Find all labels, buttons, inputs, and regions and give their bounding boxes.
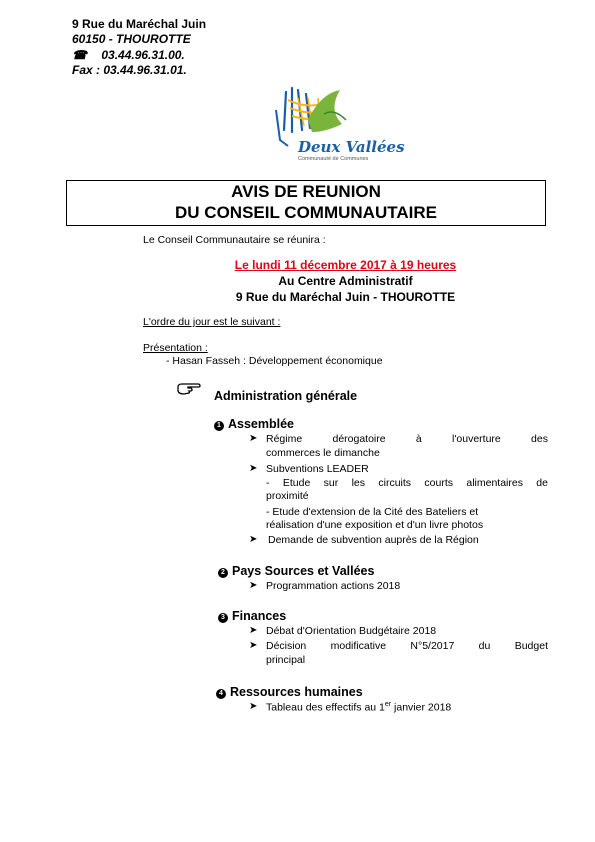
title-line-2: DU CONSEIL COMMUNAUTAIRE (175, 203, 437, 222)
title-box (66, 180, 546, 226)
agenda-item: Subventions LEADER (266, 463, 369, 475)
section-rh (216, 685, 363, 699)
arrow-bullet-icon: ➤ (249, 580, 258, 591)
phone-icon: ☎ (72, 48, 87, 62)
presentation-label: Présentation : (143, 342, 208, 354)
section-assemblee (214, 417, 294, 431)
section-title: Assemblée (228, 417, 295, 431)
meeting-address: 9 Rue du Maréchal Juin - THOUROTTE (235, 290, 456, 304)
pointing-hand-icon (176, 382, 202, 401)
section-finances (218, 609, 286, 623)
section-title: Pays Sources et Vallées (232, 564, 375, 578)
address-line: 9 Rue du Maréchal Juin (72, 17, 207, 31)
section-pays (218, 564, 374, 578)
intro-text: Le Conseil Communautaire se réunira : (143, 234, 326, 246)
agenda-subitem: - Etude sur les circuits courts alimentaires de (266, 477, 548, 489)
arrow-bullet-icon: ➤ (249, 534, 258, 545)
meeting-date: Le lundi 11 décembre 2017 à 19 heures (234, 258, 457, 272)
agenda-subitem-cont: réalisation d'une exposition et d'un livre photos (266, 519, 484, 531)
agenda-item-cont: principal (266, 654, 306, 666)
section-title: Finances (232, 609, 287, 623)
phone-line (72, 48, 185, 63)
agenda-label: L'ordre du jour est le suivant : (143, 316, 281, 328)
agenda-item: Débat d'Orientation Budgétaire 2018 (266, 625, 437, 637)
city-line: 60150 - THOUROTTE (72, 32, 191, 46)
logo-name: Deux Vallées (298, 138, 405, 156)
logo (268, 80, 405, 170)
phone-number: 03.44.96.31.00. (101, 48, 185, 62)
arrow-bullet-icon: ➤ (249, 433, 258, 444)
number-badge-icon: 2 (218, 568, 228, 578)
number-badge-icon: 1 (214, 421, 224, 431)
arrow-bullet-icon: ➤ (249, 640, 258, 651)
fax-line: Fax : 03.44.96.31.01. (72, 63, 187, 77)
logo-tagline: Communauté de Communes (298, 156, 369, 162)
meeting-place: Au Centre Administratif (278, 274, 413, 288)
number-badge-icon: 3 (218, 613, 228, 623)
agenda-item: Tableau des effectifs au 1er janvier 2018 (266, 701, 452, 714)
agenda-item-cont: commerces le dimanche (266, 447, 380, 459)
arrow-bullet-icon: ➤ (249, 625, 258, 636)
agenda-subitem: - Etude d'extension de la Cité des Bateliers et (266, 506, 479, 518)
section-title: Ressources humaines (230, 685, 363, 699)
arrow-bullet-icon: ➤ (249, 701, 258, 712)
agenda-subitem-cont: proximité (266, 490, 309, 502)
agenda-item: Décision modificative N°5/2017 du Budget (266, 640, 548, 652)
arrow-bullet-icon: ➤ (249, 463, 258, 474)
presentation-item: - Hasan Fasseh : Développement économique (166, 355, 383, 367)
agenda-item: Programmation actions 2018 (266, 580, 401, 592)
main-section-title: Administration générale (214, 389, 358, 403)
agenda-item: Demande de subvention auprès de la Région (268, 534, 479, 546)
number-badge-icon: 4 (216, 689, 226, 699)
title-line-1: AVIS DE REUNION (231, 182, 381, 201)
agenda-item: Régime dérogatoire à l'ouverture des (266, 433, 548, 445)
